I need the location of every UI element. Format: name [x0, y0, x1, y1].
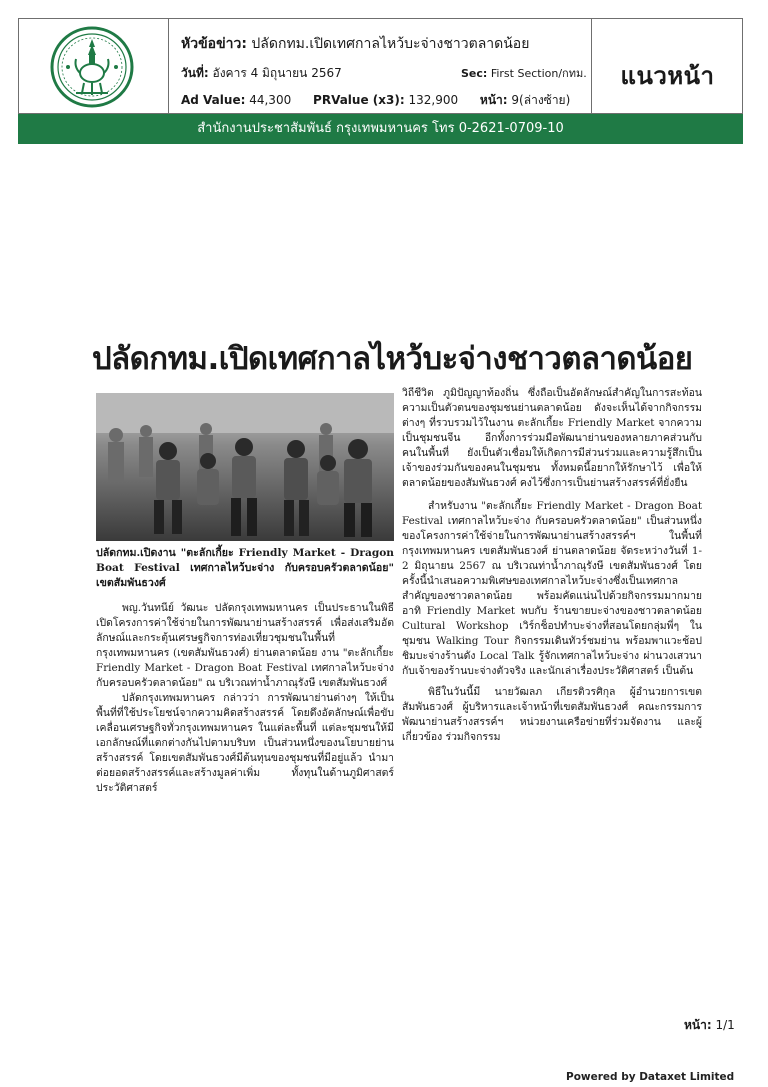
article-paragraph: วิถีชีวิต ภูมิปัญญาท้องถิ่น ซึ่งถือเป็นอัตลักษณ์สำคัญในการสะท้อนความเป็นตัวตนของชุมชนย่านตลาดน้อย ดังจะเห็นได้จากกิจกรรมต่างๆ ที่รวบรวมไว้ในงาน ตะลักเกี้ยะ Friendly Market จากความเป็นชุมชนจีน อีกทั้งการร่วมมือพัฒนาย่านของหลายภาคส่วนกับคนในพื้นที่ ยังเป็นตัวเชื่อมให้เกิดการมีส่วนร่วมและความรู้สึกเป็นเจ้าของร่วมกันของคนในชุมชน ทั้งหมดนี้อยากให้รักษาไว้ เพื่อให้ตลาดน้อยของสัมพันธวงศ์ คงไว้ซึ่งการเป็นย่านสร้างสรรค์ที่ยั่งยืน [402, 387, 702, 489]
article-column-left [96, 601, 394, 796]
page-number-label: หน้า: [684, 1018, 712, 1032]
article-paragraph: พญ.วันทนีย์ วัฒนะ ปลัดกรุงเทพมหานคร เป็นประธานในพิธีเปิดโครงการค่าใช้จ่ายในการพัฒนาย่านสร้างสรรค์ เพื่อส่งเสริมอัตลักษณ์และกระตุ้นเศรษฐกิจการท่องเที่ยวชุมชนในพื้นที่กรุงเทพมหานคร (เขตสัมพันธวงศ์) ย่านตลาดน้อย งาน "ตะลักเกี้ยะ Friendly Market - Dragon Boat Festival เทศกาลไหว้บะจ่าง กับครอบครัวตลาดน้อย" ณ บริเวณท่าน้ำภาณุรังษี เขตสัมพันธวงศ์ [96, 602, 394, 689]
article-photo [96, 393, 394, 541]
article-paragraph: พิธีในวันนี้มี นายวัฒลภ เกียรติวรศิกุล ผู้อำนวยการเขตสัมพันธวงศ์ ผู้บริหารและเจ้าหน้าที่เขตสัมพันธวงศ์ คณะกรรมการพัฒนาย่านสร้างสรรค์ฯ หน่วยงานเครือข่ายที่ร่วมจัดงาน และผู้เกี่ยวข้อง ร่วมกิจกรรม [402, 686, 702, 743]
article-column-right [402, 386, 702, 745]
office-contact-bar: สำนักงานประชาสัมพันธ์ กรุงเทพมหานคร โทร 0-2621-0709-10 [18, 114, 743, 144]
sec-value: First Section/กทม. [490, 67, 587, 80]
powered-by: Powered by Dataxet Limited [566, 1071, 735, 1083]
pr-value: 132,900 [408, 93, 459, 107]
value-row [181, 91, 570, 110]
sec-label: Sec: [461, 67, 488, 80]
ad-value-label: Ad Value: [181, 93, 246, 107]
photo-caption: ปลัดกทม.เปิดงาน "ตะลักเกี้ยะ Friendly Market - Dragon Boat Festival เทศกาลไหว้บะจ่าง กับครอบครัวตลาดน้อย" เขตสัมพันธวงศ์ [96, 547, 394, 589]
ad-value: 44,300 [249, 93, 292, 107]
headline-label: หัวข้อข่าว: [181, 36, 247, 52]
article-title: ปลัดกทม.เปิดเทศกาลไหว้บะจ่างชาวตลาดน้อย [92, 341, 693, 377]
page-value: 9(ล่างซ้าย) [511, 93, 571, 107]
clipping-info [169, 19, 592, 115]
article-paragraph: สำหรับงาน "ตะลักเกี้ยะ Friendly Market - Dragon Boat Festival เทศกาลไหว้บะจ่าง กับครอบครัวตลาดน้อย" เป็นส่วนหนึ่งของโครงการค่าใช้จ่ายในการพัฒนาย่านสร้างสรรค์ฯ ในพื้นที่กรุงเทพมหานคร เขตสัมพันธวงศ์ ย่านตลาดน้อย จัดระหว่างวันที่ 1-2 มิถุนายน 2567 ณ บริเวณท่าน้ำภาณุรังษี เขตสัมพันธวงศ์ โดยครั้งนี้นำเสนอความพิเศษของเทศกาลไหว้บะจ่างซึ่งเป็นเทศกาลสำคัญของชาวตลาดน้อย พร้อมคัดแน่นไปด้วยกิจกรรมมากมาย อาทิ Friendly Market พบกับ ร้านขายบะจ่างของชาวตลาดน้อย Cultural Workshop เวิร์กช็อปทำบะจ่างที่สอนโดยกลุ่มพี่ๆ ในชุมชน Walking Tour กิจกรรมเดินทัวร์ชมย่าน พร้อมพาแวะช้อปชิมบะจ่างร้านดัง Local Talk รู้จักเทศกาลไหว้บะจ่าง ผ่านวงเสวนากับเจ้าของร้านบะจ่างตัวจริง และนักเล่าเรื่องประวัติศาสตร์ เป็นต้น [402, 500, 702, 677]
headline-text: ปลัดกทม.เปิดเทศกาลไหว้บะจ่างชาวตลาดน้อย [251, 36, 530, 52]
page-number [684, 1016, 735, 1035]
clipping-header [18, 18, 743, 114]
bma-seal-icon [46, 25, 138, 109]
headline-row [181, 33, 529, 55]
article-paragraph: ปลัดกรุงเทพมหานคร กล่าวว่า การพัฒนาย่านต่างๆ ให้เป็นพื้นที่ที่ใช้ประโยชน์จากความคิดสร้างสรรค์ โดยดึงอัตลักษณ์เพื่อขับเคลื่อนเศรษฐกิจทั่วกรุงเทพมหานคร ในแต่ละพื้นที่ แต่ละชุมชนให้มีเอกลักษณ์ที่แตกต่างกันไปตามบริบท เป็นส่วนหนึ่งของนโยบายย่านสร้างสรรค์ โดยเขตสัมพันธวงศ์มีต้นทุนของชุมชนที่มีอยู่แล้ว นำมาต่อยอดสร้างสรรค์และสร้างมูลค่าเพิ่ม ทั้งทุนในด้านภูมิศาสตร์ ประวัติศาสตร์ [96, 692, 394, 794]
page-number-value: 1/1 [715, 1018, 735, 1032]
date-label: วันที่: [181, 66, 209, 80]
newspaper-name: แนวหน้า [620, 62, 715, 90]
date-value: อังคาร 4 มิถุนายน 2567 [212, 66, 342, 80]
section-cell [592, 19, 743, 115]
page-label: หน้า: [479, 93, 508, 107]
pr-value-label: PRValue (x3): [313, 93, 405, 107]
sec-row [461, 64, 587, 82]
logo-cell [19, 19, 169, 115]
date-row [181, 64, 342, 83]
event-photo-image [96, 393, 394, 541]
